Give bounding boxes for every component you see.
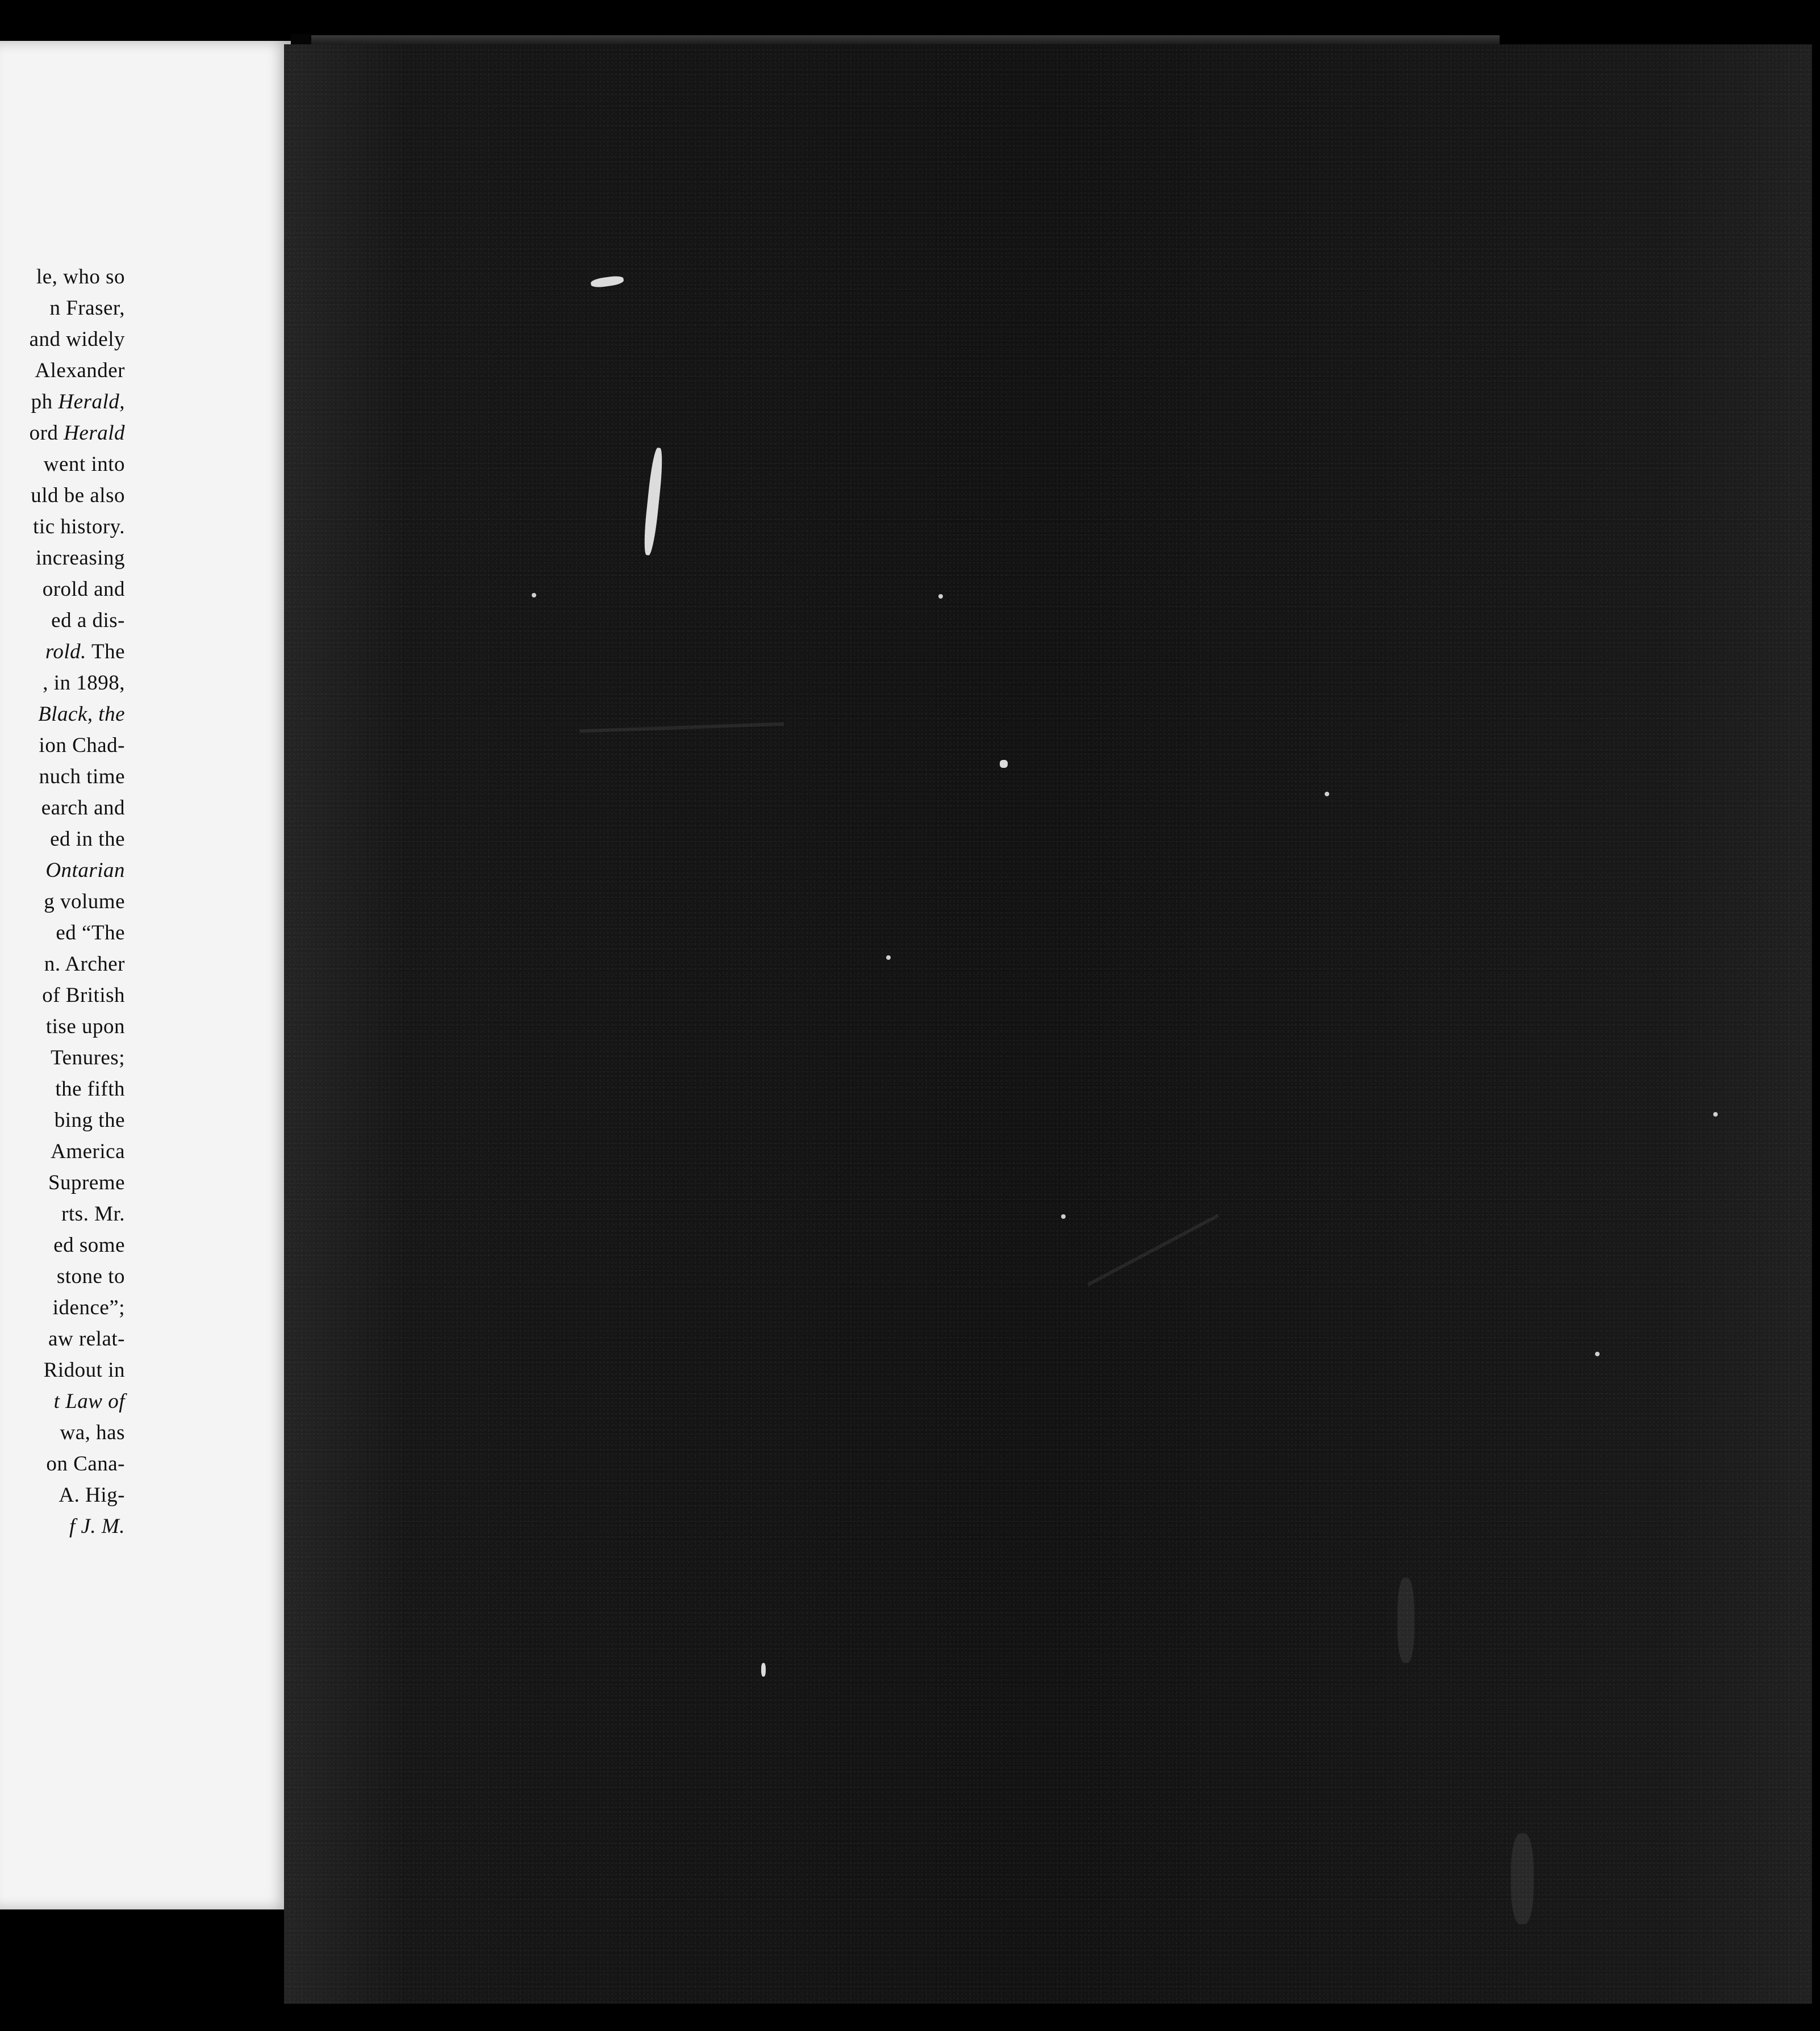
text-line-italic: Herald (64, 421, 125, 445)
text-line-roman: ion Chad- (39, 734, 125, 757)
text-line-italic: f J. M. (69, 1515, 125, 1538)
text-line (0, 386, 125, 417)
text-line-roman: earch and (41, 796, 125, 820)
text-line-roman: A. Hig- (59, 1483, 125, 1507)
text-line-roman: ed “The (56, 921, 125, 945)
text-line-roman: n Fraser, (49, 296, 125, 320)
text-line (0, 1136, 125, 1167)
text-line (0, 542, 125, 574)
text-line (0, 511, 125, 542)
text-line (0, 417, 125, 449)
text-line (0, 667, 125, 699)
text-line (0, 1073, 125, 1105)
text-line-italic: Herald, (58, 390, 125, 413)
text-line (0, 1011, 125, 1042)
text-line-roman: ed some (53, 1234, 125, 1257)
text-line (0, 574, 125, 605)
text-line (0, 1230, 125, 1261)
text-line-roman: le, who so (36, 265, 125, 289)
text-line (0, 324, 125, 355)
text-line-italic: rold. (45, 640, 86, 663)
dust-speck (1325, 792, 1329, 796)
text-line-roman: aw relat- (48, 1327, 125, 1351)
text-line (0, 1261, 125, 1292)
text-line-roman: Ridout in (43, 1359, 125, 1382)
text-line-roman: on Cana- (46, 1452, 125, 1476)
text-line-italic: Black, the (38, 703, 125, 726)
text-line-roman: ord (29, 421, 64, 445)
text-line (0, 1198, 125, 1230)
text-line (0, 1448, 125, 1480)
scratch-mark (642, 447, 665, 555)
text-line-roman: stone to (56, 1265, 125, 1288)
text-line-roman: rts. Mr. (61, 1202, 125, 1226)
text-line (0, 480, 125, 511)
dust-speck (532, 593, 536, 597)
text-line (0, 886, 125, 917)
cropped-text-column (0, 261, 125, 1542)
text-line (0, 1167, 125, 1198)
text-line-italic: Ontarian (45, 859, 125, 882)
text-line (0, 792, 125, 824)
text-line-roman: bing the (54, 1109, 125, 1132)
scuff-mark (1087, 1214, 1219, 1286)
scratch-mark (590, 275, 624, 289)
text-line (0, 1292, 125, 1323)
text-line-roman: idence”; (52, 1296, 125, 1319)
scratch-mark (1000, 760, 1008, 768)
text-line-after: The (86, 640, 125, 663)
text-line-roman: tise upon (45, 1015, 125, 1038)
text-line (0, 1355, 125, 1386)
text-line (0, 449, 125, 480)
dust-speck (1713, 1112, 1718, 1117)
text-line (0, 855, 125, 886)
text-line (0, 1042, 125, 1073)
text-line-roman: Supreme (48, 1171, 125, 1194)
text-line-roman: went into (43, 453, 125, 476)
text-line (0, 605, 125, 636)
text-line-roman: Tenures; (51, 1046, 125, 1069)
text-line (0, 1417, 125, 1448)
text-line-roman: the fifth (55, 1077, 125, 1101)
text-line (0, 1386, 125, 1417)
text-line-italic: t Law of (53, 1390, 125, 1413)
text-line (0, 1105, 125, 1136)
text-line-roman: Alexander (35, 359, 125, 382)
text-line-roman: uld be also (31, 484, 125, 507)
text-line (0, 948, 125, 980)
left-facing-page (0, 41, 291, 1909)
text-line (0, 1323, 125, 1355)
text-line-roman: ph (31, 390, 59, 413)
scuff-mark (579, 722, 784, 733)
text-line-roman: g volume (44, 890, 125, 913)
dark-cover-board (284, 44, 1812, 2004)
text-line (0, 636, 125, 667)
text-line-roman: America (51, 1140, 125, 1163)
text-line (0, 980, 125, 1011)
text-line-roman: orold and (42, 578, 125, 601)
text-line-roman: of British (42, 984, 125, 1007)
text-line (0, 1511, 125, 1542)
dust-speck (1595, 1352, 1600, 1356)
text-line (0, 292, 125, 324)
text-line (0, 699, 125, 730)
dust-speck (886, 955, 891, 960)
text-line-roman: and widely (29, 328, 125, 351)
text-line-roman: wa, has (60, 1421, 125, 1444)
dust-speck (1061, 1214, 1066, 1219)
text-line (0, 824, 125, 855)
text-line-roman: , in 1898, (43, 671, 125, 695)
dust-speck (938, 594, 943, 599)
text-line-roman: tic history. (33, 515, 125, 538)
text-line (0, 355, 125, 386)
scratch-mark (761, 1663, 766, 1677)
text-line (0, 261, 125, 292)
scuff-mark (1397, 1578, 1414, 1663)
text-line (0, 917, 125, 948)
text-line (0, 761, 125, 792)
text-line-roman: increasing (35, 546, 125, 570)
text-line-roman: n. Archer (44, 952, 125, 976)
text-line-roman: nuch time (39, 765, 125, 788)
text-line (0, 1480, 125, 1511)
text-line (0, 730, 125, 761)
text-line-roman: ed in the (50, 828, 125, 851)
text-line-roman: ed a dis- (51, 609, 125, 632)
scuff-mark (1511, 1833, 1534, 1924)
